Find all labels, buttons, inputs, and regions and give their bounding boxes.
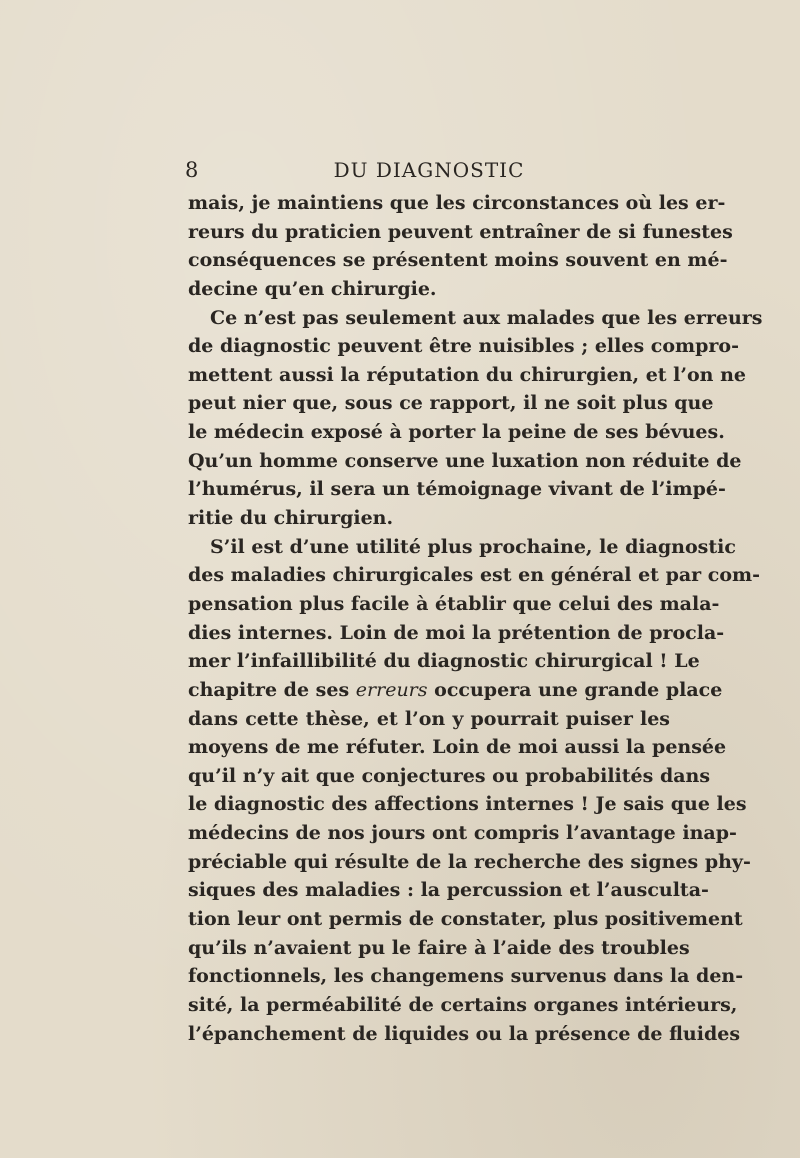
text-line: qu’il n’y ait que conjectures ou probabilités dans	[188, 764, 711, 787]
italic-word: erreurs	[355, 678, 428, 701]
text-line: l’humérus, il sera un témoignage vivant de l’impé-	[188, 478, 726, 501]
text-line: ritie du chirurgien.	[188, 507, 394, 530]
text-line: qu’ils n’avaient pu le faire à l’aide des troubles	[188, 936, 690, 959]
text-line: pensation plus facile à établir que celui des mala-	[188, 592, 720, 615]
text-line: moyens de me réfuter. Loin de moi aussi la pensée	[188, 736, 727, 759]
text-line: reurs du praticien peuvent entraîner de si funestes	[188, 220, 733, 243]
body-text	[188, 189, 763, 1048]
text-line: fonctionnels, les changemens survenus dans la den-	[188, 965, 744, 988]
text-line: Ce n’est pas seulement aux malades que les erreurs	[210, 306, 763, 329]
text-line: dans cette thèse, et l’on y pourrait puiser les	[188, 707, 670, 730]
text-line: siques des maladies : la percussion et l’ausculta-	[188, 879, 709, 902]
text-line: mettent aussi la réputation du chirurgien, et l’on ne	[188, 363, 747, 386]
text-line: mer l’infaillibilité du diagnostic chirurgical ! Le	[188, 650, 700, 673]
text-line: médecins de nos jours ont compris l’avantage inap-	[188, 822, 737, 845]
running-head	[185, 158, 670, 186]
text-line: dies internes. Loin de moi la prétention de procla-	[188, 621, 725, 644]
text-line: Qu’un homme conserve une luxation non réduite de	[188, 449, 742, 472]
text-line: conséquences se présentent moins souvent en mé-	[188, 249, 728, 272]
text-line: mais, je maintiens que les circonstances où les er-	[188, 192, 726, 214]
text-line: S’il est d’une utilité plus prochaine, le diagnostic	[210, 535, 736, 558]
text-line: le médecin exposé à porter la peine de ses bévues.	[188, 421, 725, 444]
text-line: de diagnostic peuvent être nuisibles ; elles compro-	[188, 335, 739, 358]
text-line	[188, 676, 723, 705]
text-line: préciable qui résulte de la recherche des signes phy-	[188, 850, 751, 873]
text-line: l’épanchement de liquides ou la présence de fluides	[188, 1022, 741, 1045]
text-line: tion leur ont permis de constater, plus positivement	[188, 908, 743, 931]
text-line: sité, la perméabilité de certains organes intérieurs,	[188, 993, 738, 1016]
page-number: 8	[185, 158, 199, 182]
text-line: le diagnostic des affections internes ! Je sais que les	[188, 793, 747, 816]
running-title: DU DIAGNOSTIC	[333, 158, 525, 182]
text-line: peut nier que, sous ce rapport, il ne soit plus que	[188, 392, 714, 415]
text-line: decine qu’en chirurgie.	[188, 277, 437, 300]
text-segment: chapitre de ses	[188, 678, 350, 701]
text-line: des maladies chirurgicales est en général et par com-	[188, 564, 761, 587]
text-segment: occupera une grande place	[434, 678, 723, 701]
